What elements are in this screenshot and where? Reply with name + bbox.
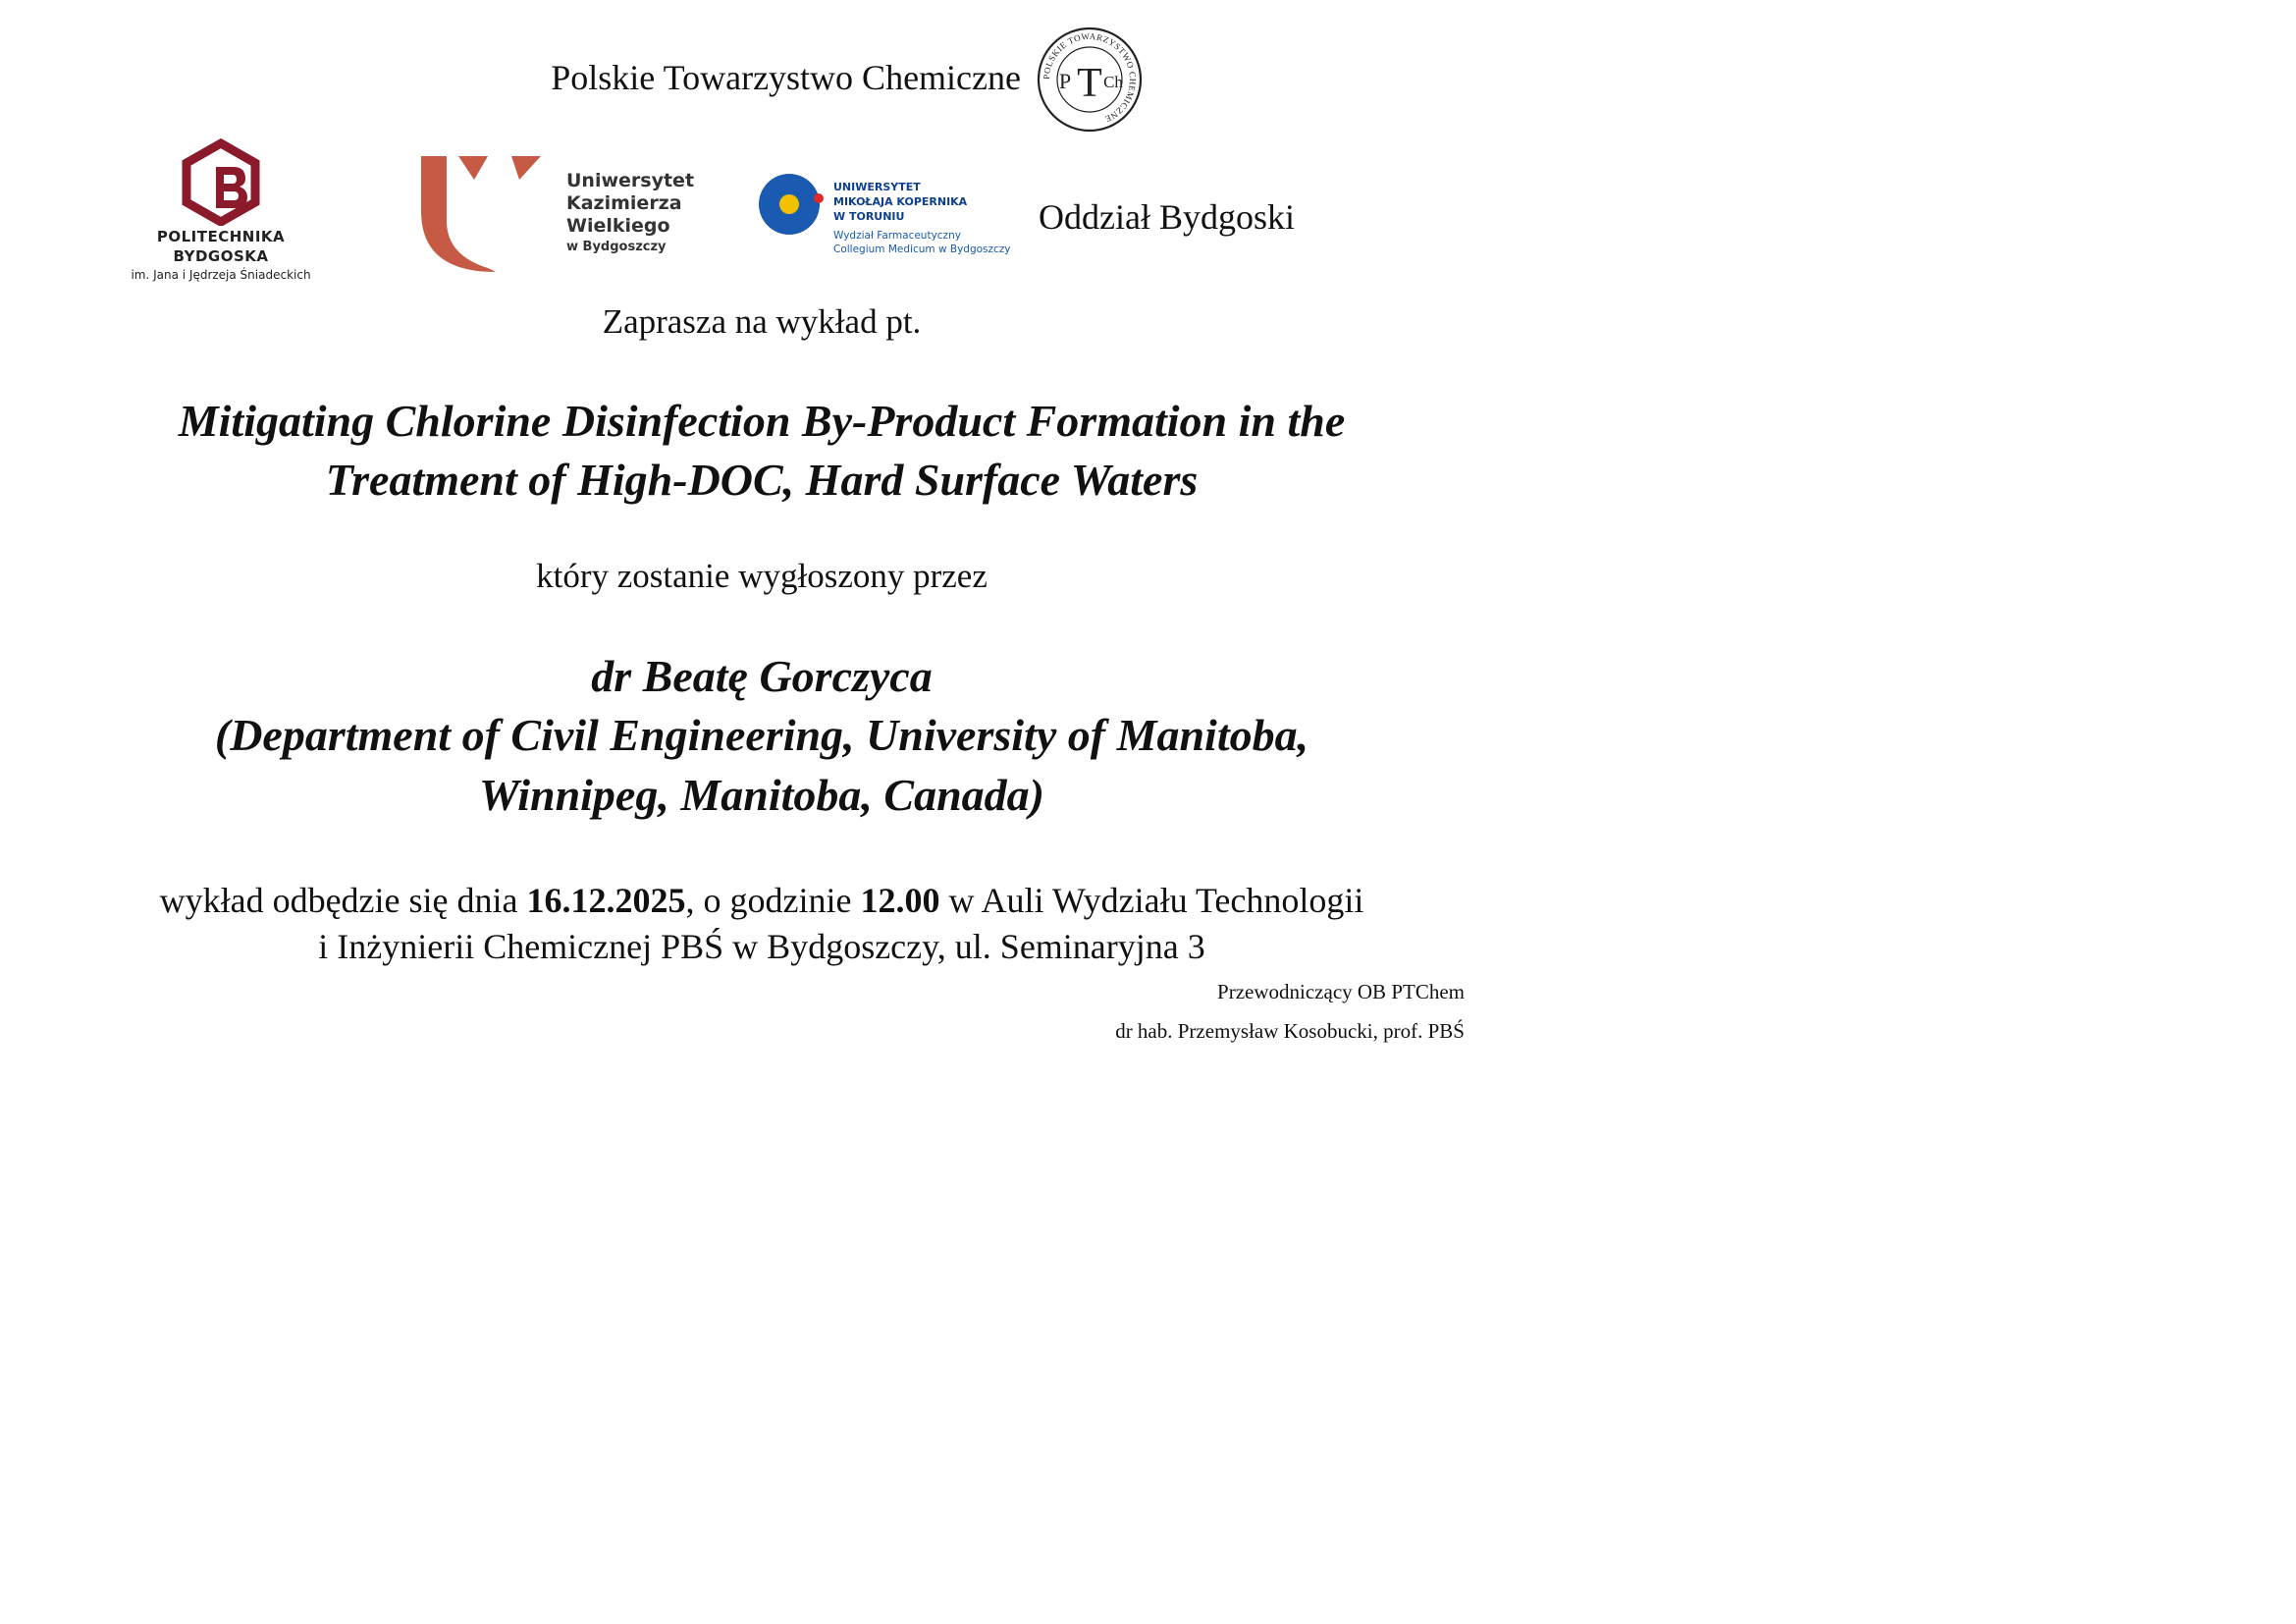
speaker-affiliation-line1: (Department of Civil Engineering, University of Manitoba,: [214, 710, 1309, 760]
chairperson-title: Przewodniczący OB PTChem: [1217, 980, 1465, 1003]
umk-logo-line4: Wydział Farmaceutyczny: [833, 230, 961, 242]
speaker-affiliation-line2: Winnipeg, Manitoba, Canada): [479, 770, 1044, 820]
umk-logo-line5: Collegium Medicum w Bydgoszczy: [833, 244, 1011, 255]
ukw-logo-line3: Wielkiego: [566, 215, 670, 237]
lecture-details-line2: i Inżynierii Chemicznej PBŚ w Bydgoszczy, ul. Seminaryjna 3: [318, 927, 1205, 966]
seal-letter-ch: Ch: [1103, 73, 1123, 91]
lecture-time: 12.00: [860, 881, 940, 920]
pbs-logo: [118, 137, 324, 304]
speaker-name: dr Beatę Gorczyca: [591, 651, 933, 701]
organization-name: Polskie Towarzystwo Chemiczne: [551, 58, 1021, 97]
ptchem-seal-logo: [1036, 26, 1144, 134]
umk-logo-line3: W TORUNIU: [833, 210, 905, 223]
ukw-logo-line1: Uniwersytet: [566, 170, 695, 191]
umk-logo: [758, 169, 1023, 263]
ukw-logo: [417, 152, 712, 275]
details-mid: , o godzinie: [685, 881, 861, 920]
branch-name: Oddział Bydgoski: [1039, 197, 1295, 237]
details-prefix: wykład odbędzie się dnia: [159, 881, 527, 920]
pbs-logo-line2: BYDGOSKA: [173, 247, 269, 265]
pbs-logo-line1: POLITECHNIKA: [156, 228, 286, 245]
chairperson-name: dr hab. Przemysław Kosobucki, prof. PBŚ: [1115, 1019, 1465, 1043]
pbs-logo-line3: im. Jana i Jędrzeja Śniadeckich: [131, 268, 311, 282]
ukw-logo-line4: w Bydgoszczy: [566, 240, 667, 254]
seal-letter-p: P: [1058, 69, 1072, 93]
ukw-mark-icon: [417, 152, 555, 275]
umk-logo-line1: UNIWERSYTET: [833, 181, 921, 193]
details-suffix: w Auli Wydziału Technologii: [939, 881, 1364, 920]
invitation-text: Zaprasza na wykład pt.: [602, 302, 922, 341]
seal-letter-t: T: [1077, 61, 1102, 106]
umk-emblem-icon: [758, 171, 828, 242]
delivered-by-text: który zostanie wygłoszony przez: [536, 557, 988, 595]
seal-ring-text: POLSKIE TOWARZYSTWO CHEMICZNE: [1041, 30, 1139, 125]
pbs-hexagon-icon: [118, 137, 324, 226]
umk-logo-line2: MIKOŁAJA KOPERNIKA: [833, 195, 968, 208]
lecture-title-line2: Treatment of High-DOC, Hard Surface Waters: [325, 455, 1199, 505]
lecture-title-line1: Mitigating Chlorine Disinfection By-Product Formation in the: [178, 396, 1346, 446]
lecture-date: 16.12.2025: [526, 881, 686, 920]
lecture-details-line1: [0, 880, 1523, 921]
ukw-logo-line2: Kazimierza: [566, 192, 682, 214]
